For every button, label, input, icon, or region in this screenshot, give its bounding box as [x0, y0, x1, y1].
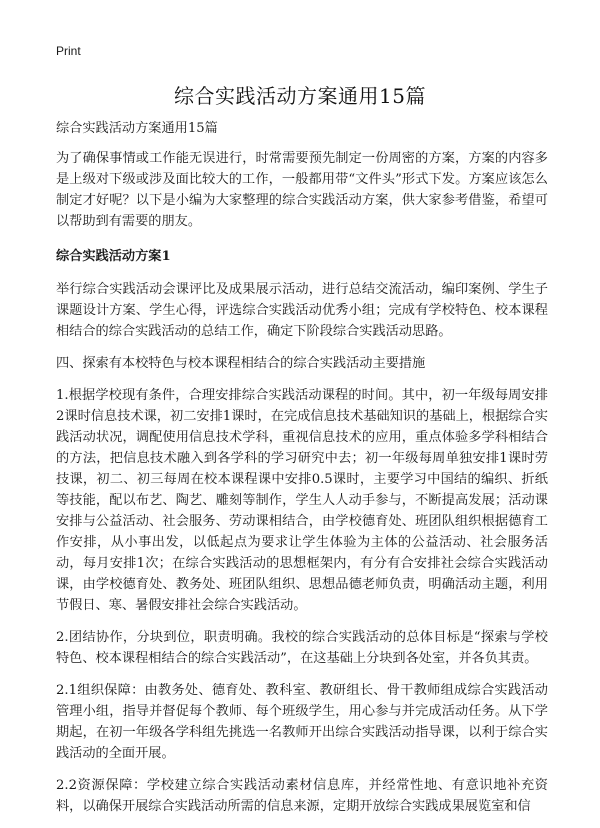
document-subtitle: 综合实践活动方案通用15篇 [56, 121, 218, 136]
print-link[interactable]: Print [56, 44, 81, 58]
body-paragraph: 举行综合实践活动会课评比及成果展示活动，进行总结交流活动，编印案例、学生子课题设计方案、学生心得，评选综合实践活动优秀小组；完成有学校特色、校本课程相结合的综合实践活动的总结工作，确定下阶段综合实践活动思路。 [56, 282, 548, 339]
document-body [56, 118, 548, 828]
section-heading: 综合实践活动方案1 [56, 249, 171, 264]
body-paragraph: 2.2资源保障：学校建立综合实践活动素材信息库，并经常性地、有意识地补充资料，以确保开展综合实践活动所需的信息来源，定期开放综合实践成果展览室和信 [56, 778, 548, 814]
intro-paragraph: 为了确保事情或工作能无误进行，时常需要预先制定一份周密的方案，方案的内容多是上级对下级或涉及面比较大的工作，一般都用带“文件头”形式下发。方案应该怎么制定才好呢？以下是小编为大家整理的综合实践活动方案，供大家参考借鉴，希望可以帮助到有需要的朋友。 [56, 151, 548, 229]
page-title: 综合实践活动方案通用15篇 [174, 84, 426, 108]
body-paragraph: 2.1组织保障：由教务处、德育处、教科室、教研组长、骨干教师组成综合实践活动管理小组，指导并督促每个教师、每个班级学生，用心参与并完成活动任务。从下学期起，在初一年级各学科组先挑选一名教师开出综合实践活动指导课，以利于综合实践活动的全面开展。 [56, 683, 548, 761]
body-paragraph: 四、探索有本校特色与校本课程相结合的综合实践活动主要措施 [56, 356, 426, 371]
body-paragraph: 2.团结协作，分块到位，职责明确。我校的综合实践活动的总体目标是“探索与学校特色、校本课程相结合的综合实践活动”，在这基础上分块到各处室，并各负其责。 [56, 630, 548, 666]
body-paragraph: 1.根据学校现有条件，合理安排综合实践活动课程的时间。其中，初一年级每周安排2课时信息技术课，初二安排1课时，在完成信息技术基础知识的基础上，根据综合实践活动状况，调配使用信息技术学科，重视信息技术的应用，重点体验多学科相结合的方法，把信息技术融入到各学科的学习研究中去；初一年级每周单独安排1课时劳技课，初二、初三每周在校本课程课中安排0.5课时，主要学习中国结的编织、折纸等技能，配以布艺、陶艺、雕刻等制作，学生人人动手参与，不断提高发展；活动课安排与公益活动、社会服务、劳动课相结合，由学校德育处、班团队组织根据德育工作安排，从小事出发，以低起点为要求让学生体验为主体的公益活动、社会服务活动，每月安排1次；在综合实践活动的思想框架内，有分有合安排社会综合实践活动课，由学校德育处、教务处、班团队组织、思想品德老师负责，明确活动主题，利用节假日、寒、暑假安排社会综合实践活动。 [56, 388, 548, 613]
